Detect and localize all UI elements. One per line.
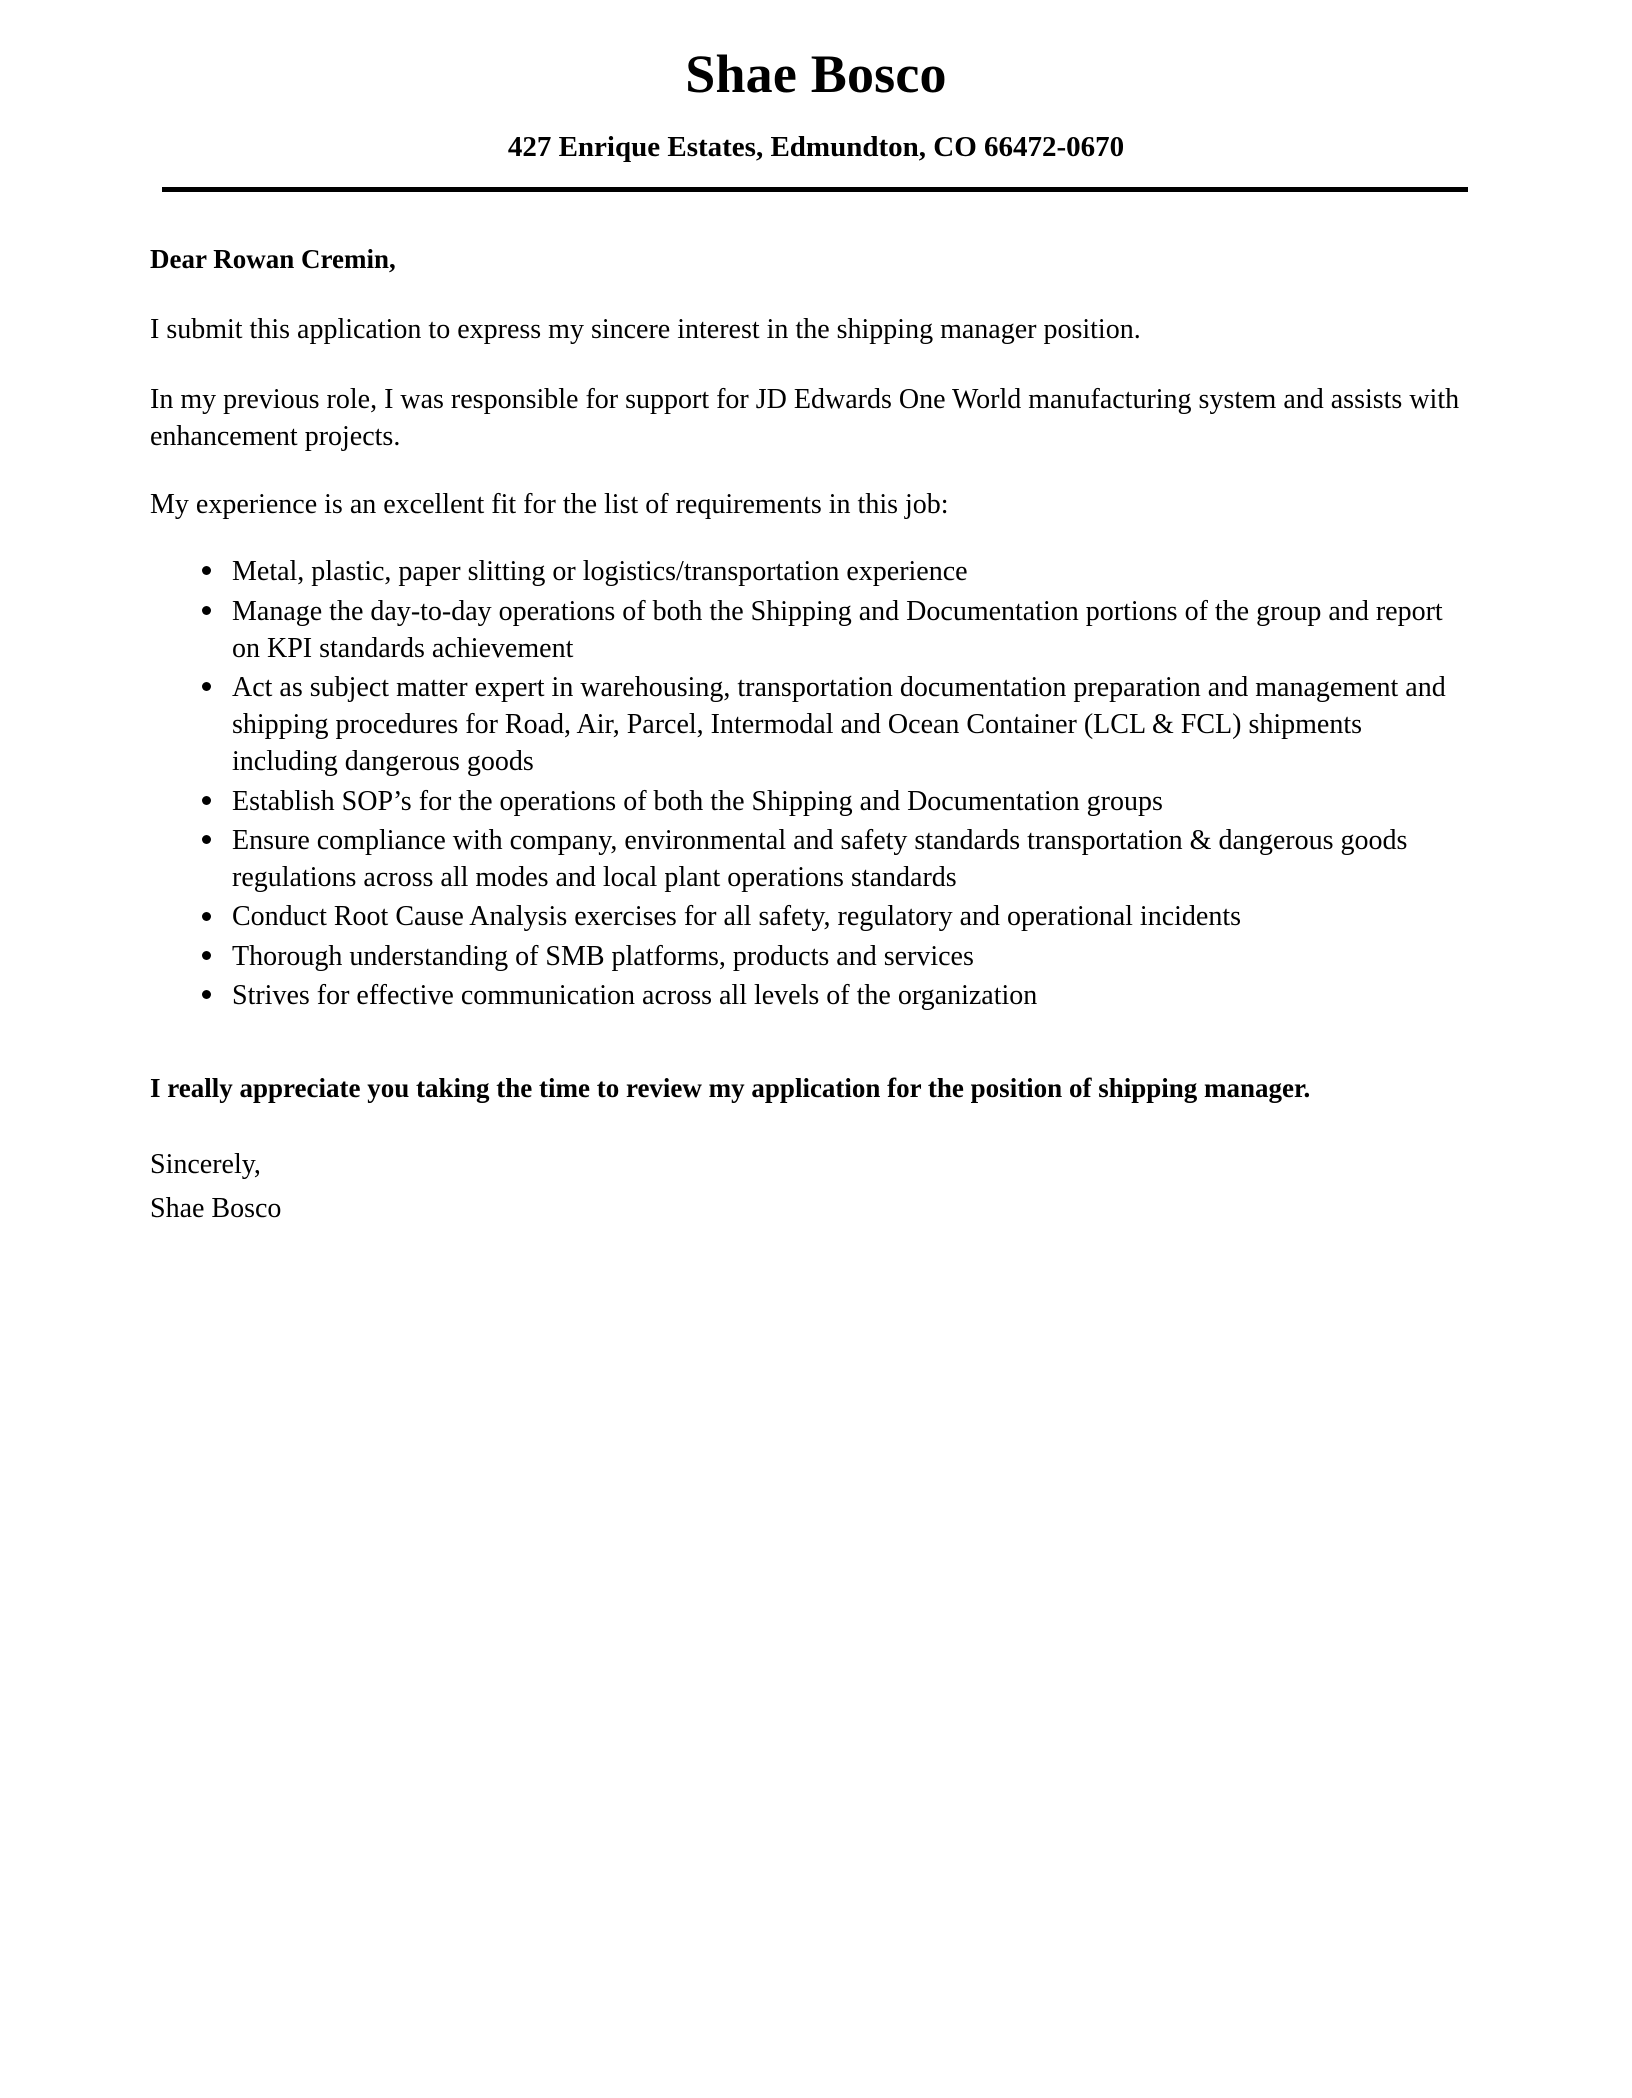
list-item-text: Thorough understanding of SMB platforms, products and services [232,940,974,972]
list-item [198,593,1468,667]
list-item-text: Manage the day-to-day operations of both the Shipping and Documentation portions of the group and report on KPI standards achievement [232,595,1443,664]
list-item-text: Act as subject matter expert in warehousing, transportation documentation preparation and management and shipping procedures for Road, Air, Parcel, Intermodal and Ocean Container (LCL & FCL) shipments including dangerous goods [232,672,1446,778]
bullet-icon [202,951,211,960]
applicant-address: 427 Enrique Estates, Edmundton, CO 66472-0670 [507,131,1125,164]
bullet-icon [202,912,211,921]
list-item-text: Conduct Root Cause Analysis exercises for all safety, regulatory and operational incidents [232,901,1242,933]
letterhead [0,0,1632,192]
bullet-icon [202,606,211,615]
bullet-icon [202,682,211,691]
experience-paragraph: In my previous role, I was responsible for support for JD Edwards One World manufacturing system and assists with enhancement projects. [150,383,1460,452]
list-item [198,977,1468,1014]
letter-body [0,242,1632,1227]
list-item-text: Establish SOP’s for the operations of both the Shipping and Documentation groups [232,785,1163,817]
list-item [198,898,1468,935]
salutation: Dear Rowan Cremin, [150,244,396,275]
requirements-lead-in: My experience is an excellent fit for the list of requirements in this job: [150,489,949,521]
list-item [198,669,1468,781]
list-item-text: Strives for effective communication across all levels of the organization [232,979,1038,1011]
bullet-icon [202,990,211,999]
list-item [198,938,1468,975]
requirements-list [150,553,1468,1014]
sign-off-block [150,1146,1468,1227]
list-item-text: Ensure compliance with company, environmental and safety standards transportation & dangerous goods regulations across all modes and local plant operations standards [232,824,1408,894]
signer-name: Shae Bosco [150,1193,282,1225]
applicant-name-heading: Shae Bosco [685,44,947,104]
intro-paragraph: I submit this application to express my sincere interest in the shipping manager position. [150,314,1141,346]
letterhead-divider [162,187,1468,192]
closing-statement: I really appreciate you taking the time to review my application for the position of shipping manager. [150,1073,1311,1104]
list-item [198,553,1468,590]
list-item-text: Metal, plastic, paper slitting or logistics/transportation experience [232,556,968,588]
list-item [198,822,1468,896]
bullet-icon [202,566,211,575]
list-item [198,783,1468,820]
bullet-icon [202,796,211,805]
bullet-icon [202,835,211,844]
valediction: Sincerely, [150,1149,261,1181]
